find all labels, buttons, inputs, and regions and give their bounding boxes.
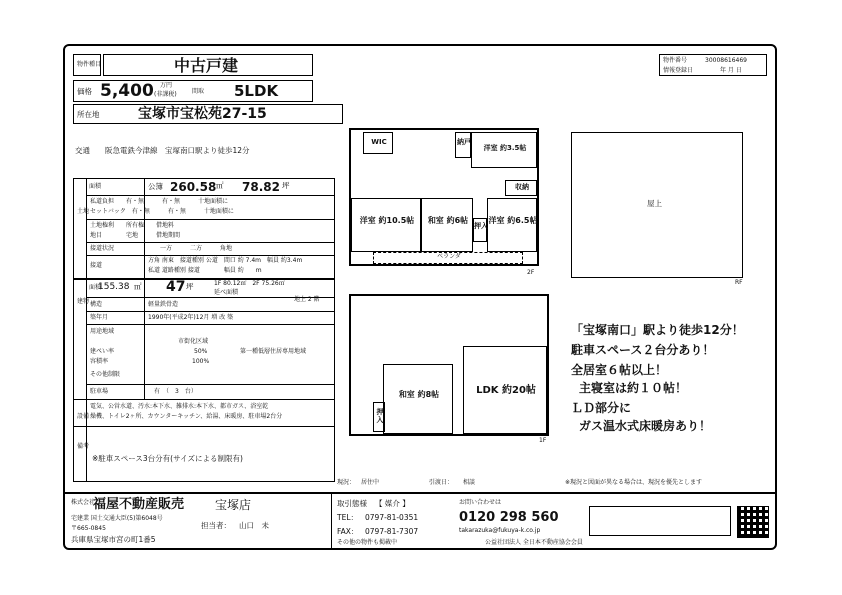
staff-name: 山口 未 xyxy=(239,521,269,530)
room-ldk: LDK 約20帖 xyxy=(463,346,547,434)
company-name: 福屋不動産販売 xyxy=(93,497,185,512)
land-area-unit: ㎡ xyxy=(216,181,224,190)
land-area-label: 面積 xyxy=(89,183,102,190)
structure-value: 軽量鉄骨造 xyxy=(148,301,179,308)
far-label: 容積率 xyxy=(90,358,109,365)
price-value: 5,400 xyxy=(100,81,154,101)
license: 宅建業 国土交通大臣(5)第6048号 xyxy=(71,515,163,522)
delivery-label: 引渡日： xyxy=(429,479,454,486)
current-label: 現況： xyxy=(337,479,356,486)
delivery-value: 相談 xyxy=(463,479,476,486)
branch-name: 宝塚店 xyxy=(215,498,252,512)
point-2: 駐車スペース２台分あり！ xyxy=(571,343,715,357)
updated-value: 年 月 日 xyxy=(720,67,742,74)
room-storage: 納戸 xyxy=(455,132,471,158)
contact-block xyxy=(335,496,775,548)
updated-label: 情報登録日 xyxy=(663,67,694,74)
fax-value: 0797-81-7307 xyxy=(365,527,419,536)
label-2f: 2F xyxy=(527,269,535,276)
land-area-sqm: 260.58 xyxy=(170,180,217,194)
freedial[interactable]: 0120 298 560 xyxy=(459,510,559,525)
road-value: 方角 南東 接道種別 公道 間口 約 7.4m 幅員 約3.4m xyxy=(148,257,303,264)
spec-table: 土地 面積 公簿 260.58 ㎡ 78.82 坪 私道負担 有・無 有・無 十地面積に セットバック 有・無 有・無 十地面積に 土地権利 所有権 借地料 地目 宅地 借地期間 接道状況 一方 二方 角地 接道 方角 南東 接道種別 公道 間口 約 7.4m 幅員 約3.4m 私道 道路種別 接道 幅員 約 m 建物 面積 155.38 ㎡ 47 坪 1F 80.12㎡ 2F 75.26㎡ 延べ面積 構造 軽量鉄骨造 地上 2 階 築年月 1990年(平成2年)12月 増 改 築 用途地域 市街化区域 建ぺい率 50% 容積率 100% 第一種低層住居専用地域 その他制限 駐車場 有 （ 3 台） 設備 電気、公営水道、汚水:本下水、雑排水:本下水、都市ガス、浴室乾 燥機、トイレ2ヶ所、カウンターキッチン、給湯、床暖房、駐車場2台分 備考 ※駐車スペース3台分有(サイズによる制限有) xyxy=(73,178,335,482)
footer-small-1: その他の物件も掲載中 xyxy=(337,539,398,546)
building-area-sqm: 155.38 xyxy=(98,282,130,292)
type-label: 物件種目 xyxy=(77,61,102,68)
land-row-3: 土地権利 所有権 借地料 xyxy=(90,222,175,229)
tel-label: TEL： xyxy=(337,513,358,522)
frontage-value: 一方 二方 角地 xyxy=(160,245,233,252)
other-label: その他制限 xyxy=(90,371,121,378)
title-box xyxy=(103,54,313,76)
tel-value: 0797-81-0351 xyxy=(365,513,419,522)
equip-value: 電気、公営水道、汚水:本下水、雑排水:本下水、都市ガス、浴室乾 xyxy=(90,403,269,410)
qr-code-icon xyxy=(737,506,769,538)
property-no: 30008616469 xyxy=(705,57,747,64)
far-value: 100% xyxy=(192,358,210,365)
address-label: 所在地 xyxy=(77,110,100,119)
zoning-value: 市街化区域 xyxy=(178,338,209,345)
transaction-label: 取引態様 xyxy=(337,499,367,508)
point-5: ＬＤ部分に xyxy=(571,401,632,415)
disclaimer: ※現況と図面が異なる場合は、現況を優先とします xyxy=(565,479,703,486)
layout-value: 5LDK xyxy=(234,82,279,100)
label-rf: RF xyxy=(735,279,743,286)
company-block xyxy=(69,496,329,548)
remarks-note: ※駐車スペース3台分有(サイズによる制限有) xyxy=(92,454,243,463)
company-prefix: 株式会社 xyxy=(71,499,96,506)
label-1f: 1F xyxy=(539,437,547,444)
property-no-box xyxy=(659,54,767,76)
address-value: 宝塚市宝松苑27-15 xyxy=(138,106,267,122)
selling-points xyxy=(565,324,775,464)
land-row-4: 地目 宅地 借地期間 xyxy=(90,232,181,239)
coverage-label: 建ぺい率 xyxy=(90,348,115,355)
property-no-label: 物件番号 xyxy=(663,57,688,64)
zoning-label: 用途地域 xyxy=(90,328,115,335)
room-japanese-6: 和室 約6帖 xyxy=(421,198,473,252)
layout-label: 間取 xyxy=(192,88,205,95)
inquiry-label: お問い合わせは xyxy=(459,499,502,506)
road-label: 接道 xyxy=(90,262,103,269)
remarks-label: 備考 xyxy=(77,443,90,450)
company-address: 兵庫県宝塚市宮の町1番5 xyxy=(71,535,156,544)
room-closet: 収納 xyxy=(505,180,537,196)
built-value: 1990年(平成2年)12月 増 改 築 xyxy=(148,314,234,321)
current-value: 居住中 xyxy=(361,479,380,486)
land-row-1: 私道負担 有・無 有・無 十地面積に xyxy=(90,198,229,205)
email[interactable]: takarazuka@fukuya-k.co.jp xyxy=(459,527,541,534)
staff-label: 担当者： xyxy=(201,521,231,530)
point-3: 全居室６帖以上！ xyxy=(571,363,668,377)
footer-small-2: 公益社団法人 全日本不動産協会会員 xyxy=(485,539,583,546)
address-box xyxy=(73,104,343,124)
land-section-label: 土地 xyxy=(77,208,90,215)
coverage-value: 50% xyxy=(194,348,208,355)
parking-value: 有 （ 3 台） xyxy=(154,388,197,395)
fax-label: FAX： xyxy=(337,527,359,536)
land-area-type: 公簿 xyxy=(148,182,163,191)
room-oshiire: 押入 xyxy=(473,218,487,242)
room-wic: WIC xyxy=(363,132,393,154)
postal: 〒665-0845 xyxy=(71,525,106,532)
price-box xyxy=(73,80,313,102)
building-area-label: 面積 xyxy=(89,284,102,291)
equip-label: 設備 xyxy=(77,413,90,420)
room-oshiire-1f: 押入 xyxy=(373,402,385,432)
floor-note-2: 延べ面積 xyxy=(214,289,239,296)
land-tsubo-unit: 坪 xyxy=(282,181,290,190)
land-row-2: セットバック 有・無 有・無 十地面積に xyxy=(90,208,234,215)
transaction-value: 【 媒介 】 xyxy=(375,499,410,508)
price-unit: 万円 xyxy=(160,82,173,89)
property-sheet xyxy=(63,44,777,550)
point-4: 主寝室は約１０帖！ xyxy=(579,381,688,395)
balcony: ベランダ xyxy=(373,252,523,264)
transport-value: 阪急電鉄今津線 宝塚南口駅より徒歩12分 xyxy=(105,146,250,155)
floorplan-2f xyxy=(343,128,543,278)
point-6: ガス温水式床暖房あり！ xyxy=(579,419,712,433)
structure-label: 構造 xyxy=(90,301,103,308)
stamp-boxes xyxy=(589,506,731,536)
height-zone: 第一種低層住居専用地域 xyxy=(240,348,307,355)
type-label-box xyxy=(73,54,101,76)
room-western-3-5: 洋室 約3.5帖 xyxy=(471,132,537,168)
floorplan-1f xyxy=(343,294,547,444)
roof-plan xyxy=(571,132,751,286)
built-label: 築年月 xyxy=(90,314,109,321)
page-title: 中古戸建 xyxy=(174,56,239,75)
point-1: 「宝塚南口」駅より徒歩12分！ xyxy=(571,323,744,337)
transport-label: 交通 xyxy=(75,146,90,155)
building-area-tsubo: 47 xyxy=(166,279,186,295)
room-western-6-5: 洋室 約6.5帖 xyxy=(487,198,537,252)
price-tax: (非課税) xyxy=(154,91,177,98)
room-western-10-5: 洋室 約10.5帖 xyxy=(351,198,421,252)
frontage-label: 接道状況 xyxy=(90,245,115,252)
road-value-2: 私道 道路種別 接道 幅員 約 m xyxy=(148,267,262,274)
building-section-label: 建物 xyxy=(77,298,90,305)
land-area-tsubo: 78.82 xyxy=(242,180,280,194)
equip-value-2: 燥機、トイレ2ヶ所、カウンターキッチン、給湯、床暖房、駐車場2台分 xyxy=(90,413,283,420)
room-japanese-8: 和室 約8帖 xyxy=(383,364,453,434)
floor-note-1: 1F 80.12㎡ 2F 75.26㎡ xyxy=(214,280,285,287)
parking-label: 駐車場 xyxy=(90,388,109,395)
floors-value: 地上 2 階 xyxy=(294,296,320,303)
price-label: 価格 xyxy=(77,87,92,96)
roof-room-label: 屋上 xyxy=(647,199,662,208)
